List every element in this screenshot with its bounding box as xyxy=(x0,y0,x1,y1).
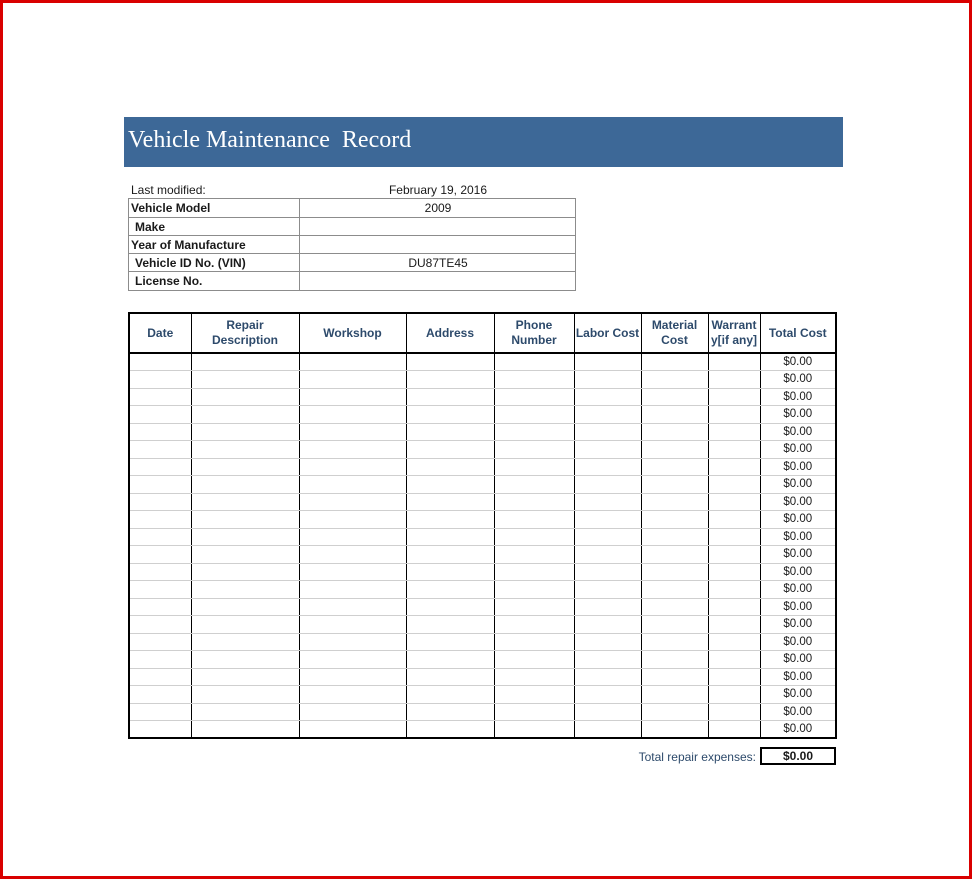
info-value-field[interactable] xyxy=(300,220,576,234)
table-cell[interactable] xyxy=(191,388,299,406)
total-cost-cell: $0.00 xyxy=(760,598,836,616)
table-cell[interactable] xyxy=(494,353,574,371)
table-cell[interactable] xyxy=(299,423,406,441)
table-cell[interactable] xyxy=(299,633,406,651)
info-row-vin xyxy=(128,254,576,272)
table-cell[interactable] xyxy=(708,721,760,739)
table-cell[interactable] xyxy=(574,476,641,494)
column-header-address: Address xyxy=(406,313,494,353)
table-cell[interactable] xyxy=(299,371,406,389)
table-cell[interactable] xyxy=(406,686,494,704)
table-cell[interactable] xyxy=(641,371,708,389)
column-header-total-cost: Total Cost xyxy=(760,313,836,353)
table-cell[interactable] xyxy=(129,476,191,494)
table-cell[interactable] xyxy=(299,616,406,634)
table-header-row xyxy=(129,313,836,353)
table-cell[interactable] xyxy=(299,721,406,739)
table-cell[interactable] xyxy=(299,406,406,424)
table-row xyxy=(129,651,836,669)
table-cell[interactable] xyxy=(191,581,299,599)
table-cell[interactable] xyxy=(641,476,708,494)
table-cell[interactable] xyxy=(299,651,406,669)
table-cell[interactable] xyxy=(129,598,191,616)
table-cell[interactable] xyxy=(129,406,191,424)
total-cost-cell: $0.00 xyxy=(760,353,836,371)
table-cell[interactable] xyxy=(708,686,760,704)
table-row xyxy=(129,668,836,686)
page-title: Vehicle Maintenance Record xyxy=(128,127,412,153)
table-row xyxy=(129,353,836,371)
table-row xyxy=(129,598,836,616)
table-cell[interactable] xyxy=(641,581,708,599)
table-cell[interactable] xyxy=(191,441,299,459)
table-cell[interactable] xyxy=(129,511,191,529)
table-cell[interactable] xyxy=(708,563,760,581)
total-cost-cell: $0.00 xyxy=(760,581,836,599)
table-cell[interactable] xyxy=(494,511,574,529)
table-cell[interactable] xyxy=(129,581,191,599)
table-row xyxy=(129,528,836,546)
table-cell[interactable] xyxy=(574,686,641,704)
total-cost-cell: $0.00 xyxy=(760,371,836,389)
table-cell[interactable] xyxy=(191,651,299,669)
table-cell[interactable] xyxy=(494,563,574,581)
table-cell[interactable] xyxy=(299,668,406,686)
table-cell[interactable] xyxy=(708,633,760,651)
table-cell[interactable] xyxy=(494,686,574,704)
table-cell[interactable] xyxy=(191,616,299,634)
table-cell[interactable] xyxy=(641,686,708,704)
table-cell[interactable] xyxy=(494,703,574,721)
table-cell[interactable] xyxy=(574,633,641,651)
table-cell[interactable] xyxy=(574,388,641,406)
table-cell[interactable] xyxy=(191,528,299,546)
table-cell[interactable] xyxy=(708,406,760,424)
table-cell[interactable] xyxy=(494,721,574,739)
table-cell[interactable] xyxy=(406,388,494,406)
table-cell[interactable] xyxy=(494,476,574,494)
total-cost-cell: $0.00 xyxy=(760,423,836,441)
table-cell[interactable] xyxy=(406,598,494,616)
table-cell[interactable] xyxy=(191,353,299,371)
table-cell[interactable] xyxy=(494,633,574,651)
table-cell[interactable] xyxy=(406,581,494,599)
table-cell[interactable] xyxy=(129,493,191,511)
total-cost-cell: $0.00 xyxy=(760,476,836,494)
table-cell[interactable] xyxy=(299,703,406,721)
table-cell[interactable] xyxy=(299,546,406,564)
table-cell[interactable] xyxy=(129,458,191,476)
table-cell[interactable] xyxy=(574,703,641,721)
table-cell[interactable] xyxy=(494,493,574,511)
table-cell[interactable] xyxy=(191,371,299,389)
table-cell[interactable] xyxy=(406,651,494,669)
table-cell[interactable] xyxy=(191,563,299,581)
table-cell[interactable] xyxy=(574,528,641,546)
total-repair-expenses-label: Total repair expenses: xyxy=(638,750,756,764)
table-cell[interactable] xyxy=(641,546,708,564)
info-row-license xyxy=(128,272,576,290)
table-cell[interactable] xyxy=(494,458,574,476)
table-cell[interactable] xyxy=(574,581,641,599)
info-label: Year of Manufacture xyxy=(131,237,246,252)
last-modified-row xyxy=(128,181,576,199)
table-cell[interactable] xyxy=(129,353,191,371)
column-header-workshop: Workshop xyxy=(299,313,406,353)
table-cell[interactable] xyxy=(641,423,708,441)
table-cell[interactable] xyxy=(406,546,494,564)
table-cell[interactable] xyxy=(129,721,191,739)
table-cell[interactable] xyxy=(494,441,574,459)
table-cell[interactable] xyxy=(191,703,299,721)
table-cell[interactable] xyxy=(494,581,574,599)
table-cell[interactable] xyxy=(708,388,760,406)
table-cell[interactable] xyxy=(574,721,641,739)
table-cell[interactable] xyxy=(708,616,760,634)
table-cell[interactable] xyxy=(191,721,299,739)
table-row xyxy=(129,406,836,424)
table-cell[interactable] xyxy=(191,546,299,564)
info-label: Vehicle ID No. (VIN) xyxy=(135,256,246,271)
table-cell[interactable] xyxy=(494,616,574,634)
table-cell[interactable] xyxy=(191,423,299,441)
total-cost-cell: $0.00 xyxy=(760,686,836,704)
table-cell[interactable] xyxy=(574,616,641,634)
table-cell[interactable] xyxy=(129,563,191,581)
total-cost-cell: $0.00 xyxy=(760,721,836,739)
table-cell[interactable] xyxy=(191,633,299,651)
table-cell[interactable] xyxy=(494,598,574,616)
table-cell[interactable] xyxy=(641,528,708,546)
table-cell[interactable] xyxy=(129,546,191,564)
table-cell[interactable] xyxy=(574,546,641,564)
maintenance-log-table xyxy=(128,312,837,739)
table-cell[interactable] xyxy=(708,528,760,546)
table-cell[interactable] xyxy=(641,458,708,476)
vehicle-info-table xyxy=(128,181,576,291)
total-repair-expenses-value: $0.00 xyxy=(760,747,836,765)
table-body xyxy=(129,353,836,738)
table-cell[interactable] xyxy=(406,616,494,634)
table-cell[interactable] xyxy=(191,511,299,529)
total-cost-cell: $0.00 xyxy=(760,528,836,546)
table-cell[interactable] xyxy=(406,476,494,494)
table-cell[interactable] xyxy=(299,353,406,371)
table-cell[interactable] xyxy=(641,616,708,634)
table-cell[interactable] xyxy=(641,703,708,721)
total-cost-cell: $0.00 xyxy=(760,546,836,564)
table-cell[interactable] xyxy=(406,528,494,546)
total-cost-cell: $0.00 xyxy=(760,651,836,669)
column-header-labor-cost: Labor Cost xyxy=(574,313,641,353)
table-cell[interactable] xyxy=(641,353,708,371)
table-cell[interactable] xyxy=(129,703,191,721)
table-cell[interactable] xyxy=(191,458,299,476)
table-cell[interactable] xyxy=(299,441,406,459)
table-row xyxy=(129,721,836,739)
table-cell[interactable] xyxy=(641,668,708,686)
total-cost-cell: $0.00 xyxy=(760,668,836,686)
table-cell[interactable] xyxy=(129,441,191,459)
info-value-field[interactable]: DU87TE45 xyxy=(408,256,468,271)
table-cell[interactable] xyxy=(708,581,760,599)
total-cost-cell: $0.00 xyxy=(760,458,836,476)
table-cell[interactable] xyxy=(708,423,760,441)
table-cell[interactable] xyxy=(299,581,406,599)
table-cell[interactable] xyxy=(708,546,760,564)
table-cell[interactable] xyxy=(574,668,641,686)
table-cell[interactable] xyxy=(406,703,494,721)
table-cell[interactable] xyxy=(708,668,760,686)
table-row xyxy=(129,423,836,441)
table-row xyxy=(129,476,836,494)
title-banner xyxy=(124,117,843,167)
table-cell[interactable] xyxy=(406,633,494,651)
table-cell[interactable] xyxy=(494,528,574,546)
total-cost-cell: $0.00 xyxy=(760,633,836,651)
table-cell[interactable] xyxy=(191,668,299,686)
table-cell[interactable] xyxy=(299,563,406,581)
table-row xyxy=(129,581,836,599)
table-cell[interactable] xyxy=(574,511,641,529)
table-cell[interactable] xyxy=(574,563,641,581)
table-row xyxy=(129,703,836,721)
table-cell[interactable] xyxy=(708,651,760,669)
column-header-phone-number: Phone Number xyxy=(494,313,574,353)
table-cell[interactable] xyxy=(641,388,708,406)
column-header-material-cost: Material Cost xyxy=(641,313,708,353)
table-cell[interactable] xyxy=(406,371,494,389)
table-row xyxy=(129,633,836,651)
total-cost-cell: $0.00 xyxy=(760,703,836,721)
table-cell[interactable] xyxy=(641,441,708,459)
total-cost-cell: $0.00 xyxy=(760,441,836,459)
table-cell[interactable] xyxy=(641,651,708,669)
table-row xyxy=(129,371,836,389)
table-row xyxy=(129,458,836,476)
table-row xyxy=(129,441,836,459)
table-cell[interactable] xyxy=(129,423,191,441)
column-header-repair-description: Repair Description xyxy=(191,313,299,353)
table-cell[interactable] xyxy=(494,651,574,669)
table-cell[interactable] xyxy=(574,651,641,669)
total-cost-cell: $0.00 xyxy=(760,563,836,581)
table-cell[interactable] xyxy=(494,406,574,424)
info-value-field[interactable] xyxy=(300,238,576,252)
table-cell[interactable] xyxy=(299,458,406,476)
table-cell[interactable] xyxy=(191,476,299,494)
table-cell[interactable] xyxy=(708,371,760,389)
total-cost-cell: $0.00 xyxy=(760,511,836,529)
info-label: Vehicle Model xyxy=(131,201,211,216)
total-cost-cell: $0.00 xyxy=(760,388,836,406)
table-cell[interactable] xyxy=(708,476,760,494)
table-cell[interactable] xyxy=(494,668,574,686)
table-cell[interactable] xyxy=(574,406,641,424)
info-row-year xyxy=(128,236,576,254)
table-cell[interactable] xyxy=(191,598,299,616)
table-cell[interactable] xyxy=(299,493,406,511)
column-header-date: Date xyxy=(129,313,191,353)
table-row xyxy=(129,563,836,581)
table-cell[interactable] xyxy=(708,353,760,371)
info-label: Make xyxy=(135,219,166,234)
table-cell[interactable] xyxy=(129,651,191,669)
table-cell[interactable] xyxy=(494,546,574,564)
table-row xyxy=(129,686,836,704)
table-cell[interactable] xyxy=(299,388,406,406)
info-row-vehicle-model xyxy=(128,199,576,217)
table-cell[interactable] xyxy=(406,493,494,511)
total-cost-cell: $0.00 xyxy=(760,406,836,424)
table-cell[interactable] xyxy=(708,441,760,459)
table-cell[interactable] xyxy=(494,371,574,389)
table-cell[interactable] xyxy=(191,493,299,511)
table-cell[interactable] xyxy=(129,633,191,651)
table-row xyxy=(129,493,836,511)
info-row-make xyxy=(128,218,576,236)
table-cell[interactable] xyxy=(406,563,494,581)
table-cell[interactable] xyxy=(708,511,760,529)
table-cell[interactable] xyxy=(406,406,494,424)
table-cell[interactable] xyxy=(129,668,191,686)
table-cell[interactable] xyxy=(641,633,708,651)
table-cell[interactable] xyxy=(129,686,191,704)
last-modified-label: Last modified: xyxy=(131,183,206,197)
table-cell[interactable] xyxy=(129,528,191,546)
column-header-warranty: Warrant y[if any] xyxy=(708,313,760,353)
table-cell[interactable] xyxy=(406,668,494,686)
table-cell[interactable] xyxy=(191,686,299,704)
table-cell[interactable] xyxy=(406,441,494,459)
table-row xyxy=(129,546,836,564)
total-cost-cell: $0.00 xyxy=(760,493,836,511)
table-cell[interactable] xyxy=(406,458,494,476)
table-row xyxy=(129,511,836,529)
table-cell[interactable] xyxy=(641,563,708,581)
table-cell[interactable] xyxy=(641,406,708,424)
table-cell[interactable] xyxy=(406,353,494,371)
table-cell[interactable] xyxy=(641,511,708,529)
table-cell[interactable] xyxy=(299,686,406,704)
table-cell[interactable] xyxy=(708,598,760,616)
table-cell[interactable] xyxy=(406,721,494,739)
table-cell[interactable] xyxy=(574,493,641,511)
table-cell[interactable] xyxy=(299,476,406,494)
table-cell[interactable] xyxy=(641,598,708,616)
info-value-field[interactable] xyxy=(300,274,576,288)
last-modified-value: February 19, 2016 xyxy=(388,183,488,197)
table-cell[interactable] xyxy=(129,388,191,406)
table-cell[interactable] xyxy=(708,458,760,476)
table-cell[interactable] xyxy=(574,353,641,371)
table-cell[interactable] xyxy=(574,423,641,441)
info-value-field[interactable]: 2009 xyxy=(424,201,452,216)
table-cell[interactable] xyxy=(299,511,406,529)
table-cell[interactable] xyxy=(708,493,760,511)
table-cell[interactable] xyxy=(574,371,641,389)
table-cell[interactable] xyxy=(641,493,708,511)
table-cell[interactable] xyxy=(129,616,191,634)
table-cell[interactable] xyxy=(574,598,641,616)
table-cell[interactable] xyxy=(641,721,708,739)
table-cell[interactable] xyxy=(129,371,191,389)
table-cell[interactable] xyxy=(299,598,406,616)
table-cell[interactable] xyxy=(574,458,641,476)
table-cell[interactable] xyxy=(574,441,641,459)
table-cell[interactable] xyxy=(708,703,760,721)
table-cell[interactable] xyxy=(406,423,494,441)
table-cell[interactable] xyxy=(299,528,406,546)
table-cell[interactable] xyxy=(494,423,574,441)
total-cost-cell: $0.00 xyxy=(760,616,836,634)
table-cell[interactable] xyxy=(494,388,574,406)
info-label: License No. xyxy=(135,274,203,289)
table-cell[interactable] xyxy=(191,406,299,424)
table-cell[interactable] xyxy=(406,511,494,529)
table-row xyxy=(129,616,836,634)
table-row xyxy=(129,388,836,406)
